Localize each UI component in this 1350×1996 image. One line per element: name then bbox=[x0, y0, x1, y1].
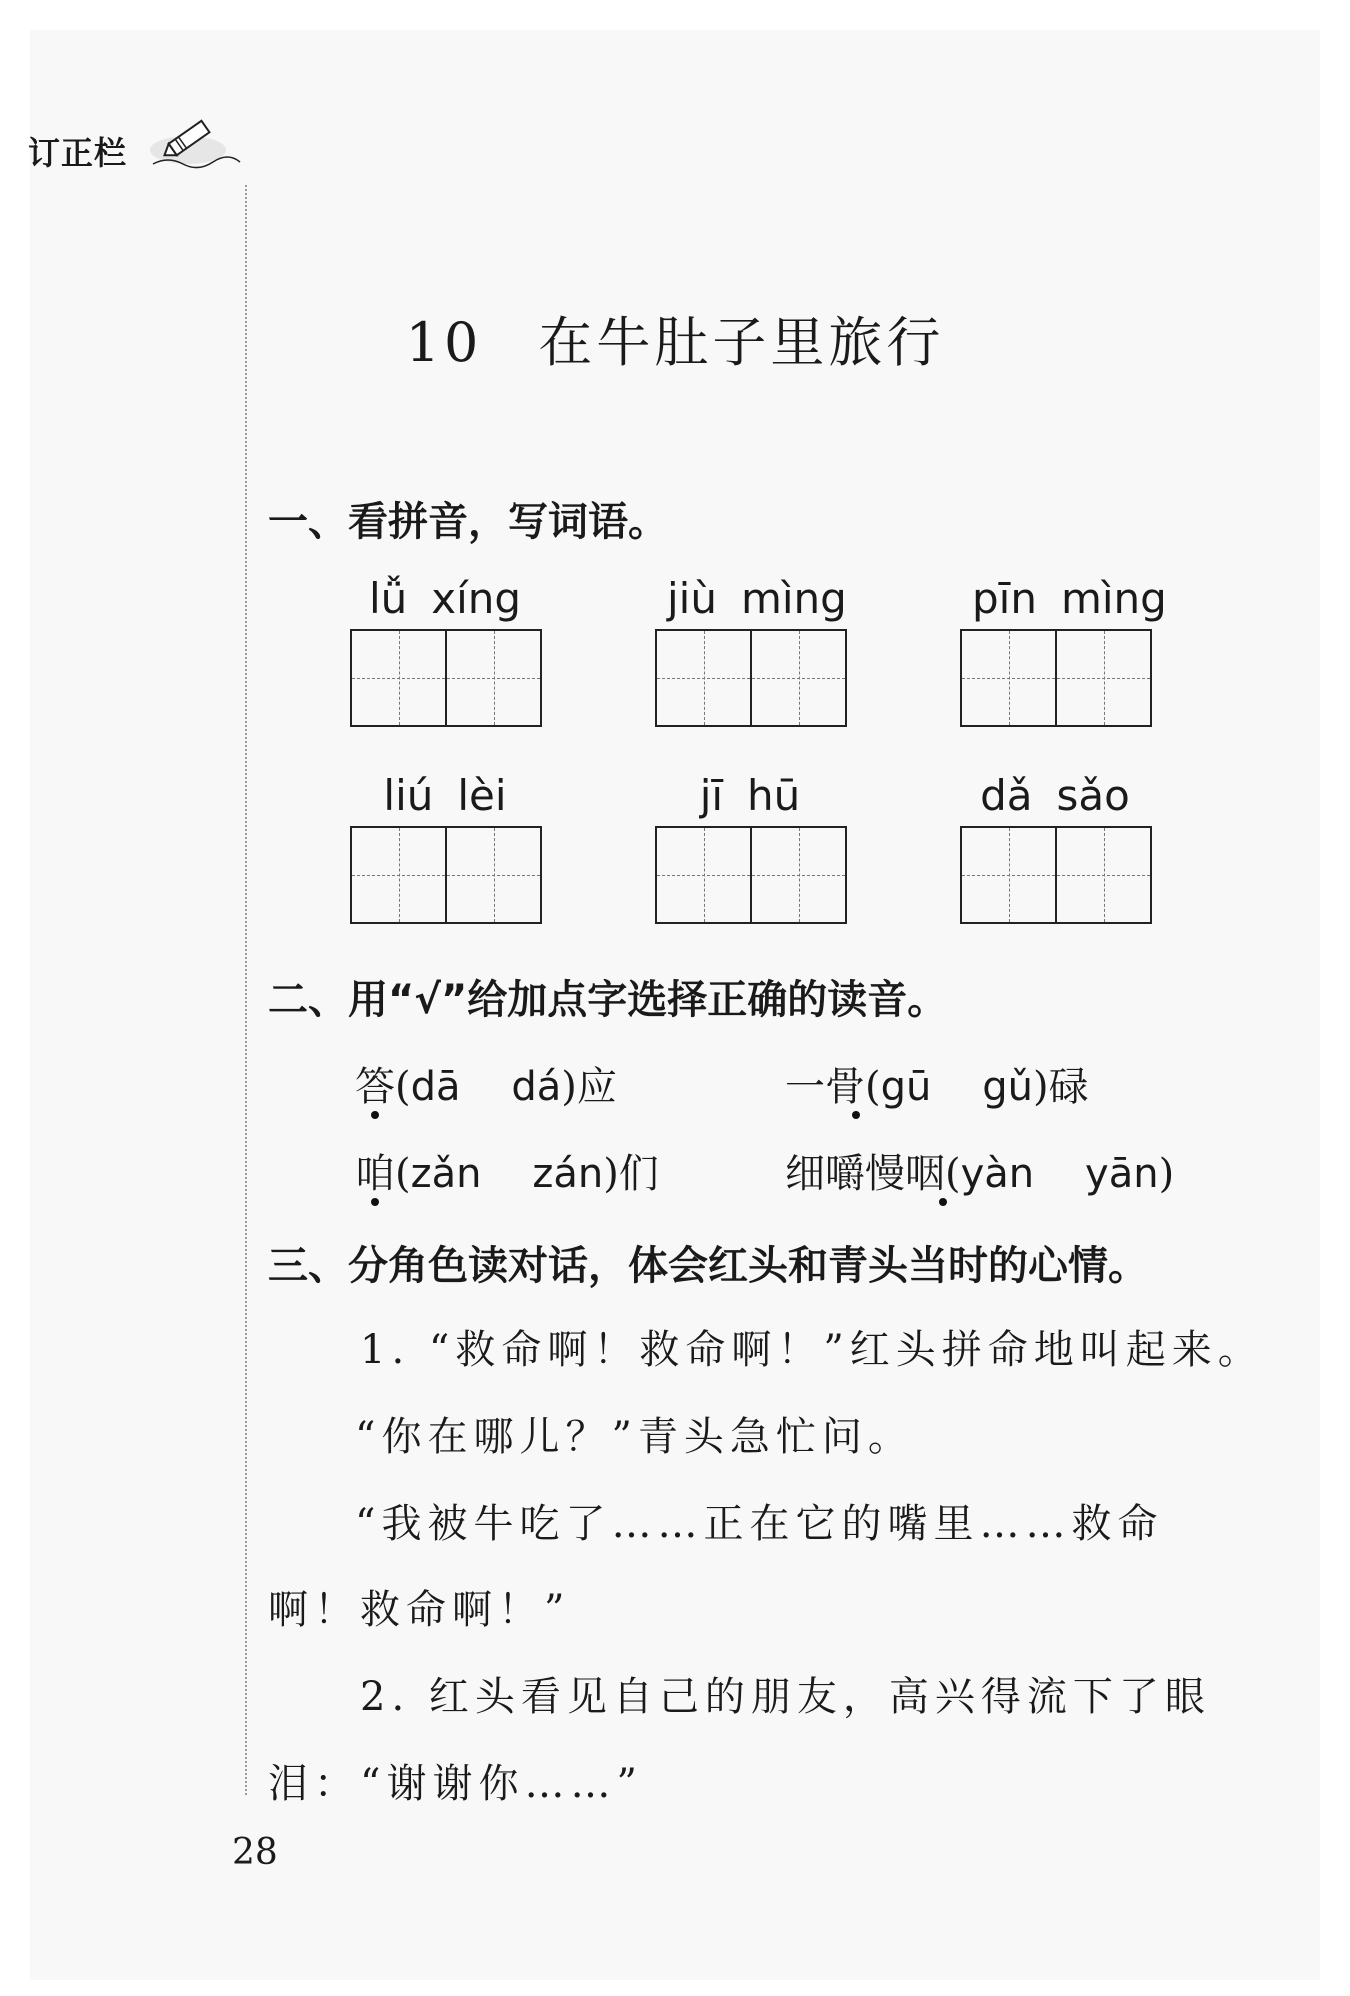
correction-column-label: 订正栏 bbox=[28, 134, 128, 172]
pinyin-syllable: lèi bbox=[457, 771, 507, 820]
section3-heading: 三、分角色读对话，体会红头和青头当时的心情。 bbox=[268, 1243, 1148, 1289]
margin-divider bbox=[245, 185, 247, 1795]
pronunciation-choice-3 bbox=[355, 1142, 659, 1199]
choice-word: 碌 bbox=[1048, 1064, 1089, 1110]
emphasis-dot bbox=[852, 1111, 860, 1119]
pinyin-syllable: sǎo bbox=[1056, 771, 1130, 820]
open-paren: ( bbox=[945, 1151, 961, 1197]
emphasis-dot bbox=[371, 1198, 379, 1206]
dialogue-line-2: “你在哪儿？”青头急忙问。 bbox=[355, 1414, 914, 1460]
writing-grid[interactable] bbox=[960, 629, 1152, 727]
pronunciation-choice-2 bbox=[785, 1055, 1089, 1112]
pinyin-syllable: jī bbox=[699, 771, 724, 820]
open-paren: ( bbox=[395, 1064, 411, 1110]
dialogue-line-5: 2. 红头看见自己的朋友，高兴得流下了眼 bbox=[360, 1674, 1211, 1720]
lesson-title bbox=[0, 300, 1350, 377]
pinyin-syllable: xíng bbox=[431, 574, 522, 623]
open-paren: ( bbox=[395, 1151, 411, 1197]
option-2[interactable]: zán bbox=[532, 1151, 604, 1197]
lesson-number: 10 bbox=[405, 311, 483, 374]
pinyin-word-2 bbox=[655, 575, 845, 727]
pinyin-word-5 bbox=[655, 772, 845, 924]
pronunciation-choice-4 bbox=[785, 1142, 1174, 1199]
pinyin-word-1 bbox=[350, 575, 540, 727]
open-paren: ( bbox=[865, 1064, 881, 1110]
pinyin-syllable: liú bbox=[383, 771, 434, 820]
choice-word: 细嚼慢咽 bbox=[785, 1151, 945, 1197]
choice-word: 一骨 bbox=[785, 1064, 865, 1110]
choice-word: 答 bbox=[355, 1064, 395, 1110]
dialogue-line-6: 泪：“谢谢你……” bbox=[268, 1761, 643, 1807]
close-paren: ) bbox=[603, 1151, 619, 1197]
pinyin-syllable: lǚ bbox=[368, 574, 408, 623]
writing-grid[interactable] bbox=[350, 826, 542, 924]
dialogue-line-4: 啊！救命啊！” bbox=[268, 1587, 571, 1633]
option-1[interactable]: zǎn bbox=[410, 1151, 482, 1197]
pinyin-word-4 bbox=[350, 772, 540, 924]
pinyin-word-3 bbox=[960, 574, 1167, 727]
choice-word: 应 bbox=[576, 1064, 617, 1110]
pinyin-syllable: mìng bbox=[1060, 574, 1167, 623]
pencil-icon bbox=[148, 112, 243, 172]
writing-grid[interactable] bbox=[655, 826, 847, 924]
pinyin-syllable: dǎ bbox=[980, 771, 1033, 820]
dialogue-line-3: “我被牛吃了……正在它的嘴里……救命 bbox=[355, 1501, 1164, 1547]
lesson-name: 在牛肚子里旅行 bbox=[538, 311, 945, 374]
pinyin-syllable: hū bbox=[747, 771, 801, 820]
pinyin-syllable: pīn bbox=[972, 574, 1037, 623]
option-2[interactable]: gǔ bbox=[982, 1064, 1033, 1110]
pinyin-word-6 bbox=[960, 772, 1150, 924]
pinyin-syllable: mìng bbox=[740, 574, 847, 623]
close-paren: ) bbox=[1032, 1064, 1049, 1110]
emphasis-dot bbox=[371, 1111, 379, 1119]
writing-grid[interactable] bbox=[350, 629, 542, 727]
close-paren: ) bbox=[1158, 1151, 1175, 1197]
pinyin-syllable: jiù bbox=[667, 574, 717, 623]
section2-heading: 二、用“√”给加点字选择正确的读音。 bbox=[268, 977, 948, 1023]
option-1[interactable]: yàn bbox=[960, 1151, 1035, 1197]
section1-heading: 一、看拼音，写词语。 bbox=[268, 499, 668, 545]
close-paren: ) bbox=[561, 1064, 577, 1110]
option-2[interactable]: dá bbox=[511, 1064, 562, 1110]
emphasis-dot bbox=[939, 1198, 947, 1206]
pronunciation-choice-1 bbox=[355, 1055, 617, 1112]
writing-grid[interactable] bbox=[960, 826, 1152, 924]
choice-word: 们 bbox=[618, 1151, 659, 1197]
option-2[interactable]: yān bbox=[1085, 1151, 1159, 1197]
choice-word: 咱 bbox=[355, 1151, 395, 1197]
dialogue-line-1: 1. “救命啊！救命啊！”红头拼命地叫起来。 bbox=[360, 1327, 1264, 1373]
option-1[interactable]: dā bbox=[410, 1064, 461, 1110]
writing-grid[interactable] bbox=[655, 629, 847, 727]
option-1[interactable]: gū bbox=[880, 1064, 932, 1110]
page-number: 28 bbox=[232, 1832, 278, 1873]
